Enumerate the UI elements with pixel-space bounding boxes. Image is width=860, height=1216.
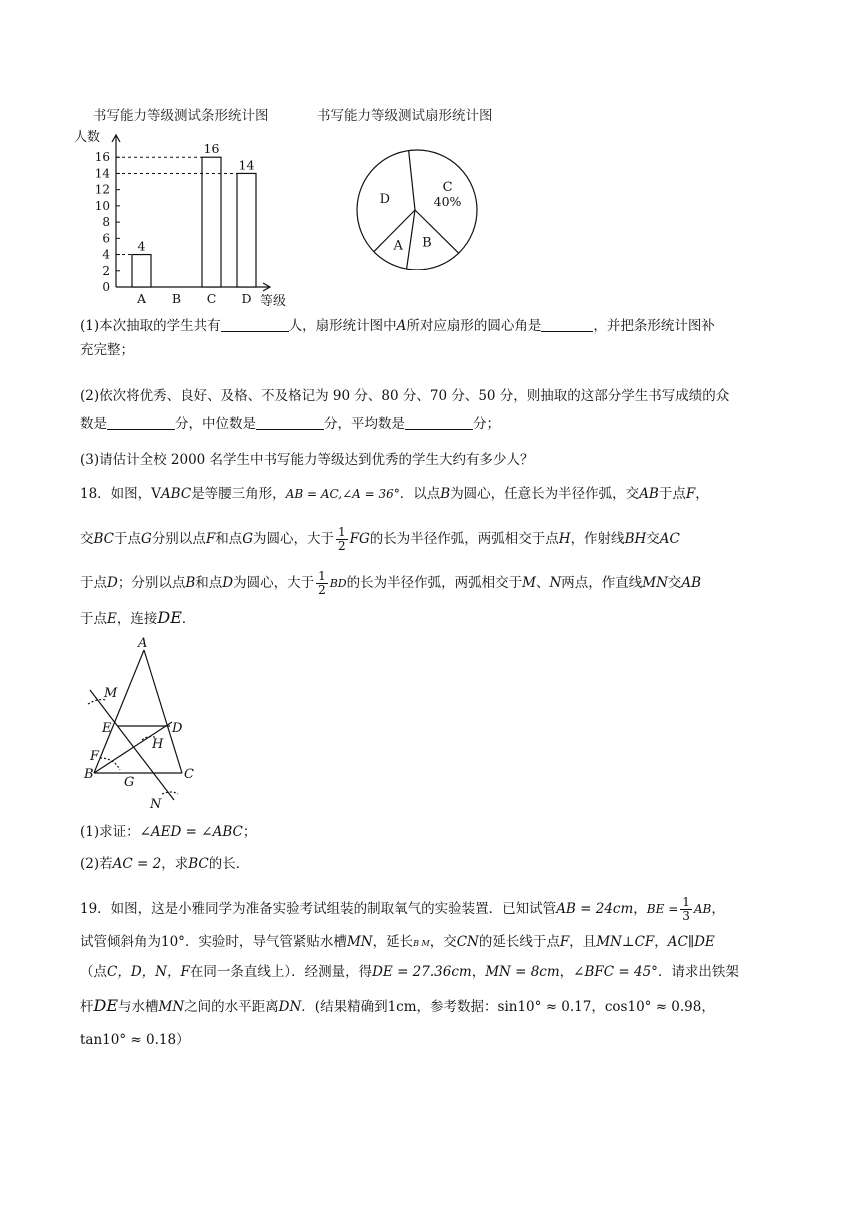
bar-chart [70, 125, 310, 310]
q19-formula: sin10° ≈ 0.17 [497, 999, 592, 1015]
q19-line3 [80, 962, 780, 982]
pie-chart-title: 书写能力等级测试扇形统计图 [317, 108, 493, 124]
q19-text: 19．如图，这是小雅同学为准备实验考试组装的制取氧气的实验装置．已知试管 [80, 901, 557, 917]
q17-text: 分； [473, 416, 500, 432]
q17-text: 数是 [80, 416, 107, 432]
y-tick-label: 8 [102, 215, 110, 230]
answer-blank [256, 415, 324, 430]
q19-var: B M [413, 939, 430, 948]
q19-text: ，参考数据： [416, 999, 498, 1015]
fraction-third [680, 896, 692, 923]
q18-var: FG [349, 531, 370, 547]
q19-line5 [80, 1030, 780, 1050]
q19-text: ．(结果精确到 [301, 999, 388, 1015]
q19-text: （点 [80, 964, 107, 980]
frac-num: 1 [682, 895, 690, 909]
q18-var: G [141, 531, 152, 547]
q19-text: ．实验时，导气管紧贴水槽 [184, 934, 347, 950]
q18-text: 于点 [80, 575, 107, 591]
q19-var: MN [346, 934, 373, 950]
fig-label-d: D [172, 721, 183, 736]
q19-text: 的延长线于点 [478, 934, 560, 950]
slice-label-b: B [422, 235, 432, 251]
answer-blank [541, 317, 593, 332]
q18-text: 交 [667, 575, 682, 591]
q19-text: ， [559, 964, 574, 980]
q18-text: 和点 [215, 531, 243, 547]
y-axis-label: 人数 [74, 130, 101, 145]
answer-blank [221, 317, 289, 332]
fig-label-e: E [102, 721, 112, 736]
q18-text: ；分别以点 [117, 575, 186, 591]
q17-var: A [396, 318, 407, 334]
q18-text: 和点 [195, 575, 223, 591]
y-tick-label: 16 [94, 150, 110, 165]
q17-text: (1)本次抽取的学生共有 [80, 318, 221, 334]
q18-text: V [151, 486, 161, 502]
q17-text: 分，中位数是 [175, 416, 256, 432]
q18-var: B [440, 486, 451, 502]
y-tick-label: 14 [94, 166, 110, 181]
q19-formula: MN⊥CF [596, 934, 655, 950]
slice-label-c: C [442, 180, 453, 196]
side-ac [144, 650, 182, 773]
pie-outline [357, 150, 477, 270]
fraction-half [316, 570, 328, 597]
q19-line4 [80, 996, 780, 1017]
bar-c [202, 157, 221, 287]
q19-formula: DE = 27.36cm [372, 964, 472, 980]
fig-label-f: F [90, 749, 100, 764]
q19-var: F [559, 934, 570, 950]
bar-value-label: 16 [203, 141, 220, 157]
bar-a [132, 255, 151, 287]
y-tick-label: 10 [94, 198, 110, 213]
q19-var: DE [93, 996, 119, 1015]
q19-formula: MN = 8cm [485, 964, 560, 980]
q18-formula: ∠AED = ∠ABC [139, 824, 243, 840]
q18-text: ， [695, 486, 709, 502]
fig-label-g: G [124, 775, 135, 790]
fig-label-m: M [104, 686, 118, 701]
x-tick-label: D [241, 291, 252, 306]
q18-text: 、 [535, 575, 550, 591]
q19-text: ， [633, 901, 647, 917]
q17-part1 [80, 316, 780, 336]
q19-text: ） [176, 1032, 190, 1048]
x-tick-label: A [136, 291, 147, 306]
bar-chart-title: 书写能力等级测试条形统计图 [93, 108, 269, 124]
q19-text: 在同一条直线上）．经测量，得 [189, 964, 373, 980]
q19-formula: BE = [646, 902, 679, 916]
q18-text: 交 [646, 531, 660, 547]
q18-text: 于点 [658, 486, 686, 502]
x-tick-label: C [206, 291, 217, 306]
q17-text: 所对应扇形的圆心角是 [406, 318, 542, 334]
q19-text: ，且 [569, 934, 597, 950]
arc-fg [100, 758, 120, 770]
answer-blank [107, 415, 175, 430]
q18-text: 的长为半径作弧，两弧相交于点 [369, 531, 559, 547]
q18-text: ，连接 [116, 611, 158, 627]
q18-line4 [80, 608, 780, 629]
q18-text: (2)若 [80, 856, 113, 872]
q18-text: ； [242, 824, 257, 840]
q19-var: AB [693, 902, 712, 916]
q19-text: ，延长 [372, 934, 414, 950]
q18-text: ，作射线 [570, 531, 625, 547]
q17-part2-cont [80, 414, 780, 434]
q18-text: ，求 [161, 856, 189, 872]
q19-text: ， [711, 901, 725, 917]
pie-chart [355, 140, 495, 270]
bar-d [237, 173, 256, 287]
q18-var: D [222, 575, 234, 591]
q18-sub2 [80, 854, 780, 874]
q18-text: 于点 [80, 611, 107, 627]
q19-text: ．请求出铁架 [657, 964, 739, 980]
q18-var: B [185, 575, 196, 591]
frac-den: 2 [337, 539, 346, 553]
q17-text: ，并把条形统计图补 [593, 318, 715, 334]
q18-text: 为圆心，大于 [233, 575, 315, 591]
q19-formula: tan10° ≈ 0.18 [80, 1032, 177, 1048]
q19-text: 之间的水平距离 [184, 999, 279, 1015]
q17-text: 分，平均数是 [324, 416, 405, 432]
q19-text: ， [654, 934, 668, 950]
q18-var: AB [681, 575, 702, 591]
arc-n [162, 792, 178, 794]
q18-var: E [107, 611, 117, 627]
q17-text: 人，扇形统计图中 [288, 318, 397, 334]
fraction-half [336, 526, 348, 553]
y-tick-label: 6 [102, 231, 110, 246]
q18-text: 于点 [114, 531, 142, 547]
frac-den: 3 [682, 909, 690, 923]
q18-var: D [107, 575, 118, 591]
q18-text: 18．如图， [80, 486, 152, 502]
q18-var: BC [93, 531, 115, 547]
q18-line1 [80, 484, 780, 504]
frac-den: 2 [318, 583, 326, 597]
q19-formula: cos10° ≈ 0.98 [604, 999, 702, 1015]
q18-text: (1)求证： [80, 824, 140, 840]
y-tick-label: 4 [102, 247, 110, 262]
q19-var: DN [278, 999, 302, 1015]
fig-label-b: B [84, 767, 94, 782]
q18-line2 [80, 522, 780, 556]
q18-text: 为圆心，大于 [252, 531, 334, 547]
q19-var: MN [158, 999, 185, 1015]
q18-var: MN [642, 575, 668, 591]
triangle-figure [80, 634, 210, 814]
q17-part1-cont: 充完整； [80, 342, 134, 358]
slice-label-d: D [379, 191, 391, 207]
q19-formula: AC∥DE [667, 934, 715, 950]
q17-part2: (2)依次将优秀、良好、及格、不及格记为 90 分、80 分、70 分、50 分，则抽取的这部分学生书写成绩的众 [80, 388, 730, 404]
q19-formula: 1cm [387, 999, 417, 1015]
q19-text: 杆 [80, 999, 94, 1015]
q18-var: F [205, 531, 216, 547]
q18-sub1 [80, 822, 780, 842]
q18-formula: AB = AC,∠A = 36° [285, 487, 400, 501]
q19-formula: ∠BFC = 45° [573, 964, 658, 980]
q18-var: BC [188, 856, 209, 872]
fig-label-a: A [138, 636, 148, 651]
slice-label-a: A [393, 238, 403, 254]
q19-text: 与水槽 [118, 999, 159, 1015]
side-ab [94, 650, 144, 773]
q19-formula: 10° [161, 934, 185, 950]
q18-text: 为圆心，任意长为半径作弧，交 [450, 486, 640, 502]
q18-text: 交 [80, 531, 94, 547]
q18-formula: AC = 2 [112, 856, 162, 872]
q19-text: 试管倾斜角为 [80, 934, 161, 950]
q19-line1 [80, 892, 780, 926]
q19-text: ， [701, 999, 715, 1015]
bar-value-label: 14 [238, 157, 255, 173]
frac-num: 1 [337, 525, 346, 539]
answer-blank [405, 415, 473, 430]
q18-var: DE [157, 608, 182, 627]
q18-var: AB [639, 486, 659, 502]
q19-var: CN [456, 934, 479, 950]
q19-text: ，交 [429, 934, 457, 950]
x-tick-label: B [171, 291, 182, 306]
fig-label-h: H [152, 737, 164, 752]
q18-var: H [558, 531, 571, 547]
q19-text: ， [471, 964, 486, 980]
q19-formula: AB = 24cm [556, 901, 634, 917]
fig-label-n: N [150, 797, 162, 812]
y-tick-label: 12 [94, 182, 110, 197]
q18-var: G [242, 531, 253, 547]
q18-var: ABC [160, 486, 192, 502]
q19-var: C，D，N，F [107, 964, 190, 980]
q18-var: BD [329, 577, 347, 590]
q18-text: ．以点 [399, 486, 441, 502]
q18-var: BH [624, 531, 647, 547]
q18-text: 分别以点 [151, 531, 206, 547]
q18-line3 [80, 566, 780, 601]
x-axis-label: 等级 [260, 294, 287, 309]
q18-var: M [522, 575, 536, 591]
fig-label-c: C [184, 767, 194, 782]
q17-part3: (3)请估计全校 2000 名学生中书写能力等级达到优秀的学生大约有多少人？ [80, 452, 534, 468]
q18-var: AC [659, 531, 680, 547]
q18-text: 是等腰三角形， [191, 486, 286, 502]
q18-text: ． [181, 611, 196, 627]
slice-percent-c: 40% [433, 194, 462, 210]
q18-text: 两点，作直线 [561, 575, 643, 591]
frac-num: 1 [318, 569, 326, 583]
q18-var: N [549, 575, 562, 591]
y-tick-label: 0 [102, 280, 110, 294]
q19-line2 [80, 932, 780, 954]
y-tick-label: 2 [102, 263, 110, 278]
q18-var: F [685, 486, 696, 502]
q18-text: 的长为半径作弧，两弧相交于 [346, 575, 523, 591]
bar-value-label: 4 [137, 238, 146, 254]
q19-text: ， [591, 999, 605, 1015]
q18-text: 的长． [208, 856, 250, 872]
